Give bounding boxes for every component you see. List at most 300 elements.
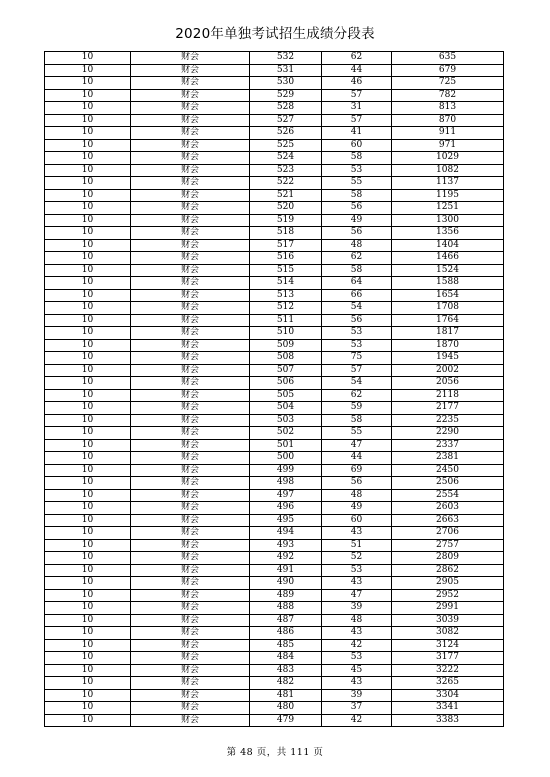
- cumulative-cell: 2056: [392, 377, 504, 390]
- major-cell: 财会: [131, 689, 250, 702]
- count-cell: 39: [322, 602, 392, 615]
- group-cell: 10: [45, 189, 131, 202]
- score-cell: 516: [250, 252, 322, 265]
- group-cell: 10: [45, 602, 131, 615]
- score-cell: 482: [250, 677, 322, 690]
- group-cell: 10: [45, 277, 131, 290]
- count-cell: 69: [322, 464, 392, 477]
- table-row: [45, 289, 504, 302]
- group-cell: 10: [45, 452, 131, 465]
- group-cell: 10: [45, 377, 131, 390]
- score-cell: 529: [250, 89, 322, 102]
- cumulative-cell: 1404: [392, 239, 504, 252]
- table-row: [45, 164, 504, 177]
- score-cell: 503: [250, 414, 322, 427]
- cumulative-cell: 2506: [392, 477, 504, 490]
- score-cell: 527: [250, 114, 322, 127]
- score-cell: 485: [250, 639, 322, 652]
- cumulative-cell: 1300: [392, 214, 504, 227]
- major-cell: 财会: [131, 264, 250, 277]
- group-cell: 10: [45, 302, 131, 315]
- score-cell: 504: [250, 402, 322, 415]
- major-cell: 财会: [131, 377, 250, 390]
- group-cell: 10: [45, 327, 131, 340]
- group-cell: 10: [45, 439, 131, 452]
- count-cell: 31: [322, 102, 392, 115]
- score-cell: 481: [250, 689, 322, 702]
- cumulative-cell: 1708: [392, 302, 504, 315]
- table-row: [45, 314, 504, 327]
- score-cell: 508: [250, 352, 322, 365]
- group-cell: 10: [45, 214, 131, 227]
- table-row: [45, 302, 504, 315]
- score-cell: 500: [250, 452, 322, 465]
- table-row: [45, 514, 504, 527]
- cumulative-cell: 3222: [392, 664, 504, 677]
- major-cell: 财会: [131, 514, 250, 527]
- table-row: [45, 214, 504, 227]
- major-cell: 财会: [131, 227, 250, 240]
- score-cell: 520: [250, 202, 322, 215]
- cumulative-cell: 2952: [392, 589, 504, 602]
- group-cell: 10: [45, 139, 131, 152]
- group-cell: 10: [45, 414, 131, 427]
- cumulative-cell: 2235: [392, 414, 504, 427]
- major-cell: 财会: [131, 477, 250, 490]
- cumulative-cell: 2991: [392, 602, 504, 615]
- count-cell: 60: [322, 139, 392, 152]
- table-row: [45, 489, 504, 502]
- group-cell: 10: [45, 514, 131, 527]
- cumulative-cell: 1945: [392, 352, 504, 365]
- table-row: [45, 327, 504, 340]
- count-cell: 47: [322, 589, 392, 602]
- cumulative-cell: 3383: [392, 714, 504, 727]
- group-cell: 10: [45, 677, 131, 690]
- score-cell: 512: [250, 302, 322, 315]
- major-cell: 财会: [131, 127, 250, 140]
- score-cell: 506: [250, 377, 322, 390]
- score-cell: 522: [250, 177, 322, 190]
- table-row: [45, 127, 504, 140]
- group-cell: 10: [45, 227, 131, 240]
- major-cell: 财会: [131, 439, 250, 452]
- table-body: [45, 52, 504, 727]
- table-row: [45, 52, 504, 65]
- count-cell: 53: [322, 164, 392, 177]
- count-cell: 49: [322, 502, 392, 515]
- count-cell: 53: [322, 652, 392, 665]
- major-cell: 财会: [131, 627, 250, 640]
- major-cell: 财会: [131, 427, 250, 440]
- table-row: [45, 664, 504, 677]
- major-cell: 财会: [131, 489, 250, 502]
- major-cell: 财会: [131, 602, 250, 615]
- major-cell: 财会: [131, 639, 250, 652]
- group-cell: 10: [45, 64, 131, 77]
- major-cell: 财会: [131, 152, 250, 165]
- cumulative-cell: 679: [392, 64, 504, 77]
- cumulative-cell: 2603: [392, 502, 504, 515]
- count-cell: 49: [322, 214, 392, 227]
- group-cell: 10: [45, 164, 131, 177]
- major-cell: 财会: [131, 302, 250, 315]
- score-cell: 491: [250, 564, 322, 577]
- score-cell: 513: [250, 289, 322, 302]
- cumulative-cell: 1251: [392, 202, 504, 215]
- major-cell: 财会: [131, 402, 250, 415]
- major-cell: 财会: [131, 77, 250, 90]
- score-cell: 531: [250, 64, 322, 77]
- cumulative-cell: 782: [392, 89, 504, 102]
- group-cell: 10: [45, 289, 131, 302]
- group-cell: 10: [45, 102, 131, 115]
- table-row: [45, 439, 504, 452]
- group-cell: 10: [45, 539, 131, 552]
- table-row: [45, 652, 504, 665]
- major-cell: 财会: [131, 502, 250, 515]
- group-cell: 10: [45, 239, 131, 252]
- score-cell: 495: [250, 514, 322, 527]
- table-row: [45, 539, 504, 552]
- count-cell: 60: [322, 514, 392, 527]
- score-cell: 507: [250, 364, 322, 377]
- count-cell: 56: [322, 477, 392, 490]
- major-cell: 财会: [131, 414, 250, 427]
- group-cell: 10: [45, 477, 131, 490]
- score-cell: 521: [250, 189, 322, 202]
- group-cell: 10: [45, 714, 131, 727]
- cumulative-cell: 2554: [392, 489, 504, 502]
- cumulative-cell: 1870: [392, 339, 504, 352]
- table-row: [45, 139, 504, 152]
- group-cell: 10: [45, 177, 131, 190]
- major-cell: 财会: [131, 89, 250, 102]
- cumulative-cell: 2809: [392, 552, 504, 565]
- table-row: [45, 364, 504, 377]
- table-row: [45, 227, 504, 240]
- count-cell: 48: [322, 489, 392, 502]
- count-cell: 44: [322, 452, 392, 465]
- major-cell: 财会: [131, 214, 250, 227]
- score-cell: 505: [250, 389, 322, 402]
- score-cell: 493: [250, 539, 322, 552]
- cumulative-cell: 3124: [392, 639, 504, 652]
- score-cell: 483: [250, 664, 322, 677]
- count-cell: 46: [322, 77, 392, 90]
- table-row: [45, 277, 504, 290]
- table-row: [45, 152, 504, 165]
- group-cell: 10: [45, 127, 131, 140]
- count-cell: 43: [322, 627, 392, 640]
- group-cell: 10: [45, 52, 131, 65]
- count-cell: 56: [322, 227, 392, 240]
- major-cell: 财会: [131, 702, 250, 715]
- count-cell: 43: [322, 577, 392, 590]
- table-row: [45, 577, 504, 590]
- group-cell: 10: [45, 152, 131, 165]
- major-cell: 财会: [131, 539, 250, 552]
- major-cell: 财会: [131, 202, 250, 215]
- group-cell: 10: [45, 689, 131, 702]
- cumulative-cell: 3265: [392, 677, 504, 690]
- major-cell: 财会: [131, 252, 250, 265]
- major-cell: 财会: [131, 189, 250, 202]
- major-cell: 财会: [131, 664, 250, 677]
- group-cell: 10: [45, 564, 131, 577]
- table-row: [45, 352, 504, 365]
- cumulative-cell: 3341: [392, 702, 504, 715]
- group-cell: 10: [45, 252, 131, 265]
- score-cell: 479: [250, 714, 322, 727]
- major-cell: 财会: [131, 352, 250, 365]
- major-cell: 财会: [131, 239, 250, 252]
- major-cell: 财会: [131, 277, 250, 290]
- score-cell: 498: [250, 477, 322, 490]
- group-cell: 10: [45, 502, 131, 515]
- cumulative-cell: 2663: [392, 514, 504, 527]
- score-cell: 492: [250, 552, 322, 565]
- major-cell: 财会: [131, 652, 250, 665]
- group-cell: 10: [45, 314, 131, 327]
- table-row: [45, 689, 504, 702]
- group-cell: 10: [45, 552, 131, 565]
- count-cell: 43: [322, 527, 392, 540]
- count-cell: 47: [322, 439, 392, 452]
- score-cell: 509: [250, 339, 322, 352]
- group-cell: 10: [45, 577, 131, 590]
- group-cell: 10: [45, 702, 131, 715]
- count-cell: 62: [322, 389, 392, 402]
- score-cell: 514: [250, 277, 322, 290]
- table-row: [45, 464, 504, 477]
- cumulative-cell: 635: [392, 52, 504, 65]
- table-row: [45, 677, 504, 690]
- page-title: 2020年单独考试招生成绩分段表: [175, 26, 375, 42]
- group-cell: 10: [45, 339, 131, 352]
- cumulative-cell: 1137: [392, 177, 504, 190]
- major-cell: 财会: [131, 589, 250, 602]
- count-cell: 58: [322, 264, 392, 277]
- cumulative-cell: 1764: [392, 314, 504, 327]
- major-cell: 财会: [131, 577, 250, 590]
- major-cell: 财会: [131, 114, 250, 127]
- table-row: [45, 502, 504, 515]
- major-cell: 财会: [131, 714, 250, 727]
- major-cell: 财会: [131, 52, 250, 65]
- major-cell: 财会: [131, 464, 250, 477]
- group-cell: 10: [45, 489, 131, 502]
- table-row: [45, 589, 504, 602]
- group-cell: 10: [45, 527, 131, 540]
- major-cell: 财会: [131, 139, 250, 152]
- count-cell: 48: [322, 614, 392, 627]
- cumulative-cell: 725: [392, 77, 504, 90]
- table-row: [45, 414, 504, 427]
- score-distribution-table: [44, 51, 504, 727]
- cumulative-cell: 1654: [392, 289, 504, 302]
- table-row: [45, 452, 504, 465]
- cumulative-cell: 2862: [392, 564, 504, 577]
- score-cell: 494: [250, 527, 322, 540]
- group-cell: 10: [45, 389, 131, 402]
- table-row: [45, 564, 504, 577]
- table-row: [45, 77, 504, 90]
- table-row: [45, 177, 504, 190]
- major-cell: 财会: [131, 452, 250, 465]
- score-cell: 486: [250, 627, 322, 640]
- cumulative-cell: 2118: [392, 389, 504, 402]
- score-cell: 499: [250, 464, 322, 477]
- cumulative-cell: 2290: [392, 427, 504, 440]
- major-cell: 财会: [131, 389, 250, 402]
- count-cell: 66: [322, 289, 392, 302]
- table-row: [45, 89, 504, 102]
- table-row: [45, 527, 504, 540]
- score-cell: 496: [250, 502, 322, 515]
- cumulative-cell: 2002: [392, 364, 504, 377]
- score-cell: 480: [250, 702, 322, 715]
- count-cell: 42: [322, 714, 392, 727]
- cumulative-cell: 3039: [392, 614, 504, 627]
- major-cell: 财会: [131, 102, 250, 115]
- score-cell: 528: [250, 102, 322, 115]
- score-cell: 501: [250, 439, 322, 452]
- count-cell: 55: [322, 427, 392, 440]
- major-cell: 财会: [131, 677, 250, 690]
- major-cell: 财会: [131, 164, 250, 177]
- score-cell: 489: [250, 589, 322, 602]
- cumulative-cell: 1029: [392, 152, 504, 165]
- cumulative-cell: 2905: [392, 577, 504, 590]
- score-cell: 524: [250, 152, 322, 165]
- cumulative-cell: 1817: [392, 327, 504, 340]
- group-cell: 10: [45, 627, 131, 640]
- cumulative-cell: 3304: [392, 689, 504, 702]
- table-row: [45, 114, 504, 127]
- group-cell: 10: [45, 589, 131, 602]
- count-cell: 54: [322, 302, 392, 315]
- count-cell: 53: [322, 327, 392, 340]
- major-cell: 财会: [131, 564, 250, 577]
- score-cell: 517: [250, 239, 322, 252]
- cumulative-cell: 1524: [392, 264, 504, 277]
- table-row: [45, 639, 504, 652]
- score-cell: 488: [250, 602, 322, 615]
- score-cell: 497: [250, 489, 322, 502]
- cumulative-cell: 1588: [392, 277, 504, 290]
- cumulative-cell: 813: [392, 102, 504, 115]
- count-cell: 42: [322, 639, 392, 652]
- cumulative-cell: 1082: [392, 164, 504, 177]
- cumulative-cell: 1195: [392, 189, 504, 202]
- page-footer: 第 48 页，共 111 页: [226, 747, 324, 758]
- cumulative-cell: 870: [392, 114, 504, 127]
- group-cell: 10: [45, 402, 131, 415]
- score-cell: 525: [250, 139, 322, 152]
- table-row: [45, 239, 504, 252]
- group-cell: 10: [45, 614, 131, 627]
- group-cell: 10: [45, 464, 131, 477]
- count-cell: 54: [322, 377, 392, 390]
- cumulative-cell: 3177: [392, 652, 504, 665]
- table-row: [45, 477, 504, 490]
- table-row: [45, 377, 504, 390]
- group-cell: 10: [45, 89, 131, 102]
- table-row: [45, 627, 504, 640]
- count-cell: 75: [322, 352, 392, 365]
- major-cell: 财会: [131, 614, 250, 627]
- count-cell: 37: [322, 702, 392, 715]
- table-row: [45, 64, 504, 77]
- group-cell: 10: [45, 77, 131, 90]
- count-cell: 45: [322, 664, 392, 677]
- count-cell: 41: [322, 127, 392, 140]
- count-cell: 57: [322, 364, 392, 377]
- score-cell: 518: [250, 227, 322, 240]
- count-cell: 39: [322, 689, 392, 702]
- group-cell: 10: [45, 664, 131, 677]
- count-cell: 59: [322, 402, 392, 415]
- cumulative-cell: 911: [392, 127, 504, 140]
- cumulative-cell: 2381: [392, 452, 504, 465]
- major-cell: 财会: [131, 64, 250, 77]
- table-row: [45, 252, 504, 265]
- cumulative-cell: 3082: [392, 627, 504, 640]
- group-cell: 10: [45, 427, 131, 440]
- table-row: [45, 427, 504, 440]
- group-cell: 10: [45, 352, 131, 365]
- score-cell: 530: [250, 77, 322, 90]
- cumulative-cell: 2757: [392, 539, 504, 552]
- score-cell: 526: [250, 127, 322, 140]
- cumulative-cell: 1356: [392, 227, 504, 240]
- table-row: [45, 702, 504, 715]
- count-cell: 62: [322, 252, 392, 265]
- table-row: [45, 602, 504, 615]
- table-row: [45, 189, 504, 202]
- group-cell: 10: [45, 264, 131, 277]
- score-cell: 511: [250, 314, 322, 327]
- score-cell: 515: [250, 264, 322, 277]
- group-cell: 10: [45, 202, 131, 215]
- count-cell: 56: [322, 314, 392, 327]
- count-cell: 58: [322, 189, 392, 202]
- table-row: [45, 714, 504, 727]
- table-row: [45, 402, 504, 415]
- major-cell: 财会: [131, 339, 250, 352]
- table-row: [45, 614, 504, 627]
- major-cell: 财会: [131, 552, 250, 565]
- table-row: [45, 552, 504, 565]
- count-cell: 57: [322, 114, 392, 127]
- cumulative-cell: 2450: [392, 464, 504, 477]
- cumulative-cell: 2706: [392, 527, 504, 540]
- table-row: [45, 202, 504, 215]
- table-row: [45, 102, 504, 115]
- count-cell: 55: [322, 177, 392, 190]
- score-cell: 523: [250, 164, 322, 177]
- count-cell: 53: [322, 564, 392, 577]
- major-cell: 财会: [131, 314, 250, 327]
- cumulative-cell: 1466: [392, 252, 504, 265]
- major-cell: 财会: [131, 177, 250, 190]
- cumulative-cell: 2337: [392, 439, 504, 452]
- count-cell: 44: [322, 64, 392, 77]
- count-cell: 58: [322, 414, 392, 427]
- count-cell: 62: [322, 52, 392, 65]
- table-row: [45, 389, 504, 402]
